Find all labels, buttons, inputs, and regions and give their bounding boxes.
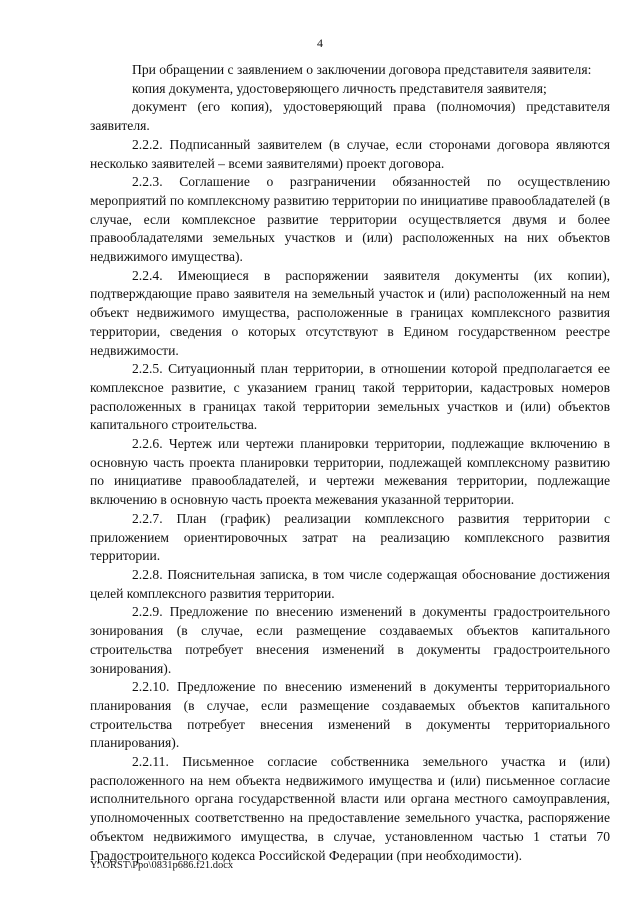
paragraph-2-2-5: 2.2.5. Ситуационный план территории, в отношении которой предполагается ее комплексное развитие, с указанием границ такой территории, кадастровых номеров расположенных в границах такой территории земельных участков и (или) объектов капитального строительства. — [90, 361, 610, 433]
paragraph-representative-intro: При обращении с заявлением о заключении договора представителя заявителя: — [132, 62, 592, 77]
paragraph-authority-document: документ (его копия), удостоверяющий права (полномочия) представителя заявителя. — [90, 99, 610, 134]
paragraph-2-2-4: 2.2.4. Имеющиеся в распоряжении заявителя документы (их копии), подтверждающие право заявителя на земельный участок и (или) расположенный на нем объект недвижимого имущества, расположенные в границах комплексного развития территории, сведения о которых отсутствуют в Едином государственном реестре недвижимости. — [90, 267, 610, 358]
paragraph-2-2-7: 2.2.7. План (график) реализации комплексного развития территории с приложением ориентировочных затрат на реализацию комплексного развития территории. — [90, 510, 610, 564]
paragraph-2-2-6: 2.2.6. Чертеж или чертежи планировки территории, подлежащие включению в основную часть проекта планировки территории, подлежащей комплексному развитию по инициативе правообладателей, и чертежи межевания территории, подлежащие включению в основную часть проекта межевания указанной территории. — [90, 436, 610, 508]
paragraph-2-2-3: 2.2.3. Соглашение о разграничении обязанностей по осуществлению мероприятий по комплексному развитию территории по инициативе правообладателей (в случае, если комплексное развитие территории осуществляется двумя и более правообладателями земельных участков и (или) расположенных на них объектов недвижимого имущества). — [90, 174, 610, 265]
paragraph-2-2-2: 2.2.2. Подписанный заявителем (в случае, если сторонами договора являются несколько заявителей – всеми заявителями) проект договора. — [90, 136, 610, 171]
paragraph-2-2-8: 2.2.8. Пояснительная записка, в том числе содержащая обоснование достижения целей комплексного развития территории. — [90, 566, 610, 601]
document-body — [90, 61, 610, 865]
paragraph-identity-copy: копия документа, удостоверяющего личность представителя заявителя; — [132, 80, 547, 96]
file-path-footer: Y:\ORST\Ppo\0831p686.f21.docx — [90, 860, 234, 871]
paragraph-2-2-11: 2.2.11. Письменное согласие собственника земельного участка и (или) расположенного на нем объекта недвижимого имущества и (или) письменное согласие исполнительного органа государственной власти или органа местного самоуправления, уполномоченных соответственно на предоставление земельного участка, распоряжение объектом недвижимого имущества, в случае, установленном частью 1 статьи 70 Градостроительного кодекса Российской Федерации (при необходимости). — [90, 754, 610, 863]
page-number: 4 — [317, 36, 323, 50]
paragraph-2-2-10: 2.2.10. Предложение по внесению изменений в документы территориального планирования (в случае, если размещение создаваемых объектов капитального строительства потребует внесения изменений в документы территориального планирования). — [90, 679, 610, 751]
paragraph-2-2-9: 2.2.9. Предложение по внесению изменений в документы градостроительного зонирования (в случае, если размещение создаваемых объектов капитального строительства потребует внесения изменений в документы градостроительного зонирования). — [90, 604, 610, 676]
